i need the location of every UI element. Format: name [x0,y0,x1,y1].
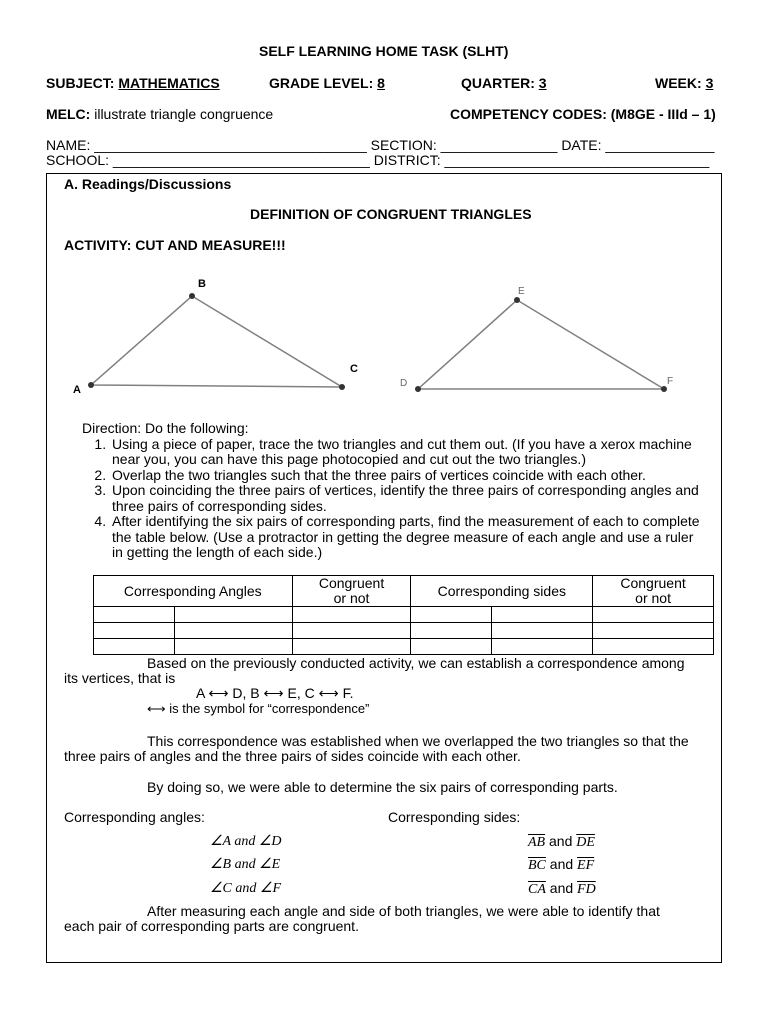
angle-pair: ∠C and ∠F [210,881,281,896]
directions-intro: Direction: Do the following: [82,420,249,436]
paragraph-3: By doing so, we were able to determine the six pairs of corresponding parts. [147,779,618,795]
side-pair [528,880,596,898]
table-cell[interactable] [593,607,714,623]
angle-pair: ∠A and ∠D [210,834,282,849]
quarter-label: QUARTER: [461,75,535,91]
table-cell[interactable] [492,639,593,655]
paragraph-2-line-2: three pairs of angles and the three pairs of sides coincide with each other. [64,748,521,764]
vertex-c-label: C [350,363,358,375]
side-segment: $\overline{BC}$ [528,858,546,873]
triangle-abc-shape [91,296,342,387]
paragraph-4-line-1: After measuring each angle and side of both triangles, we were able to identify that [147,903,660,919]
vertex-a-dot [88,382,94,388]
vertex-a-label: A [73,384,81,396]
vertex-d-dot [415,386,421,392]
correspondence-statement: A ⟷ D, B ⟷ E, C ⟷ F. [196,685,354,701]
side-segment: $\overline{CA}$ [528,882,546,897]
vertex-b-dot [189,293,195,299]
table-cell[interactable] [411,607,492,623]
grade-value: 8 [377,75,385,91]
angle-pair: ∠B and ∠E [210,857,281,872]
side-pair [528,856,594,874]
direction-item: 2. Overlap the two triangles such that the three pairs of vertices coincide with each other. [110,468,702,484]
table-cell[interactable] [292,639,411,655]
paragraph-1-line-2: its vertices, that is [64,670,176,686]
directions-list [82,437,702,561]
page-title: SELF LEARNING HOME TASK (SLHT) [259,43,509,59]
grade-label: GRADE LEVEL: [269,75,374,91]
vertex-e-dot [514,297,520,303]
table-cell[interactable] [593,623,714,639]
header-congruent-sides: Congruent or not [593,576,714,607]
melc-label: MELC: [46,106,91,122]
name-section-date-line: NAME: ___________________________________ SECTION: _______________ DATE: ______________ [46,137,715,153]
vertex-b-label: B [198,278,206,290]
side-pair [528,833,595,851]
triangle-abc [73,278,358,396]
side-segment: $\overline{AB}$ [528,835,546,850]
school-district-line: SCHOOL: _________________________________ DISTRICT: __________________________________ [46,152,710,168]
section-heading: A. Readings/Discussions [64,176,232,192]
triangle-def [400,286,673,392]
direction-item: 1. Using a piece of paper, trace the two triangles and cut them out. (If you have a xerox machine near you, you can have this page photocopied and cut out the two triangles.) [110,437,702,468]
corresponding-angles-label: Corresponding angles: [64,809,205,825]
activity-title: ACTIVITY: CUT AND MEASURE!!! [64,237,286,253]
week-value: 3 [705,75,714,91]
header-corresponding-sides: Corresponding sides [411,576,593,607]
side-and: and [549,880,574,896]
table-cell[interactable] [492,607,593,623]
table-cell[interactable] [292,607,411,623]
vertex-d-label: D [400,378,408,389]
symbol-note: ⟷ is the symbol for “correspondence” [147,701,370,716]
direction-item: 3. Upon coinciding the three pairs of vertices, identify the three pairs of corresponding angles and three pairs of corresponding sides. [110,483,702,514]
definition-title: DEFINITION OF CONGRUENT TRIANGLES [250,206,532,222]
measurement-table [93,575,714,655]
competency-codes: COMPETENCY CODES: (M8GE - IIId – 1) [450,106,716,122]
subject-value: MATHEMATICS [118,75,220,91]
side-segment: $\overline{FD}$ [577,882,596,897]
vertex-e-label: E [518,286,525,297]
table-cell[interactable] [94,639,175,655]
directions [82,421,702,561]
vertex-c-dot [339,384,345,390]
melc-value: illustrate triangle congruence [94,106,274,122]
vertex-f-label: F [667,376,674,387]
paragraph-2-line-1: This correspondence was established when we overlapped the two triangles so that the [147,733,689,749]
table-cell[interactable] [94,623,175,639]
paragraph-1-line-1: Based on the previously conducted activity, we can establish a correspondence among [147,655,685,671]
table-row [94,639,714,655]
table-cell[interactable] [492,623,593,639]
table-cell[interactable] [292,623,411,639]
side-and: and [549,856,574,872]
triangles-figure [0,0,768,420]
table-cell[interactable] [174,607,292,623]
header-corresponding-angles: Corresponding Angles [94,576,293,607]
table-row [94,607,714,623]
table-cell[interactable] [174,623,292,639]
table-cell[interactable] [593,639,714,655]
table-header-row [94,576,714,607]
side-segment: $\overline{EF}$ [577,858,595,873]
quarter-value: 3 [538,75,547,91]
header-congruent-angles: Congruent or not [292,576,411,607]
table-row [94,623,714,639]
corresponding-sides-label: Corresponding sides: [388,809,521,825]
direction-item: 4. After identifying the six pairs of corresponding parts, find the measurement of each to complete the table below. (Use a protractor in getting the degree measure of each angle and use a ruler in getting the length of each side.) [110,514,702,561]
subject-label: SUBJECT: [46,75,115,91]
side-and: and [549,833,573,849]
table-cell[interactable] [411,639,492,655]
side-segment: $\overline{DE}$ [576,835,595,850]
table-cell[interactable] [174,639,292,655]
paragraph-4-line-2: each pair of corresponding parts are congruent. [64,918,359,934]
table-cell[interactable] [411,623,492,639]
triangle-def-shape [418,300,664,389]
table-cell[interactable] [94,607,175,623]
week-label: WEEK: [655,75,702,91]
